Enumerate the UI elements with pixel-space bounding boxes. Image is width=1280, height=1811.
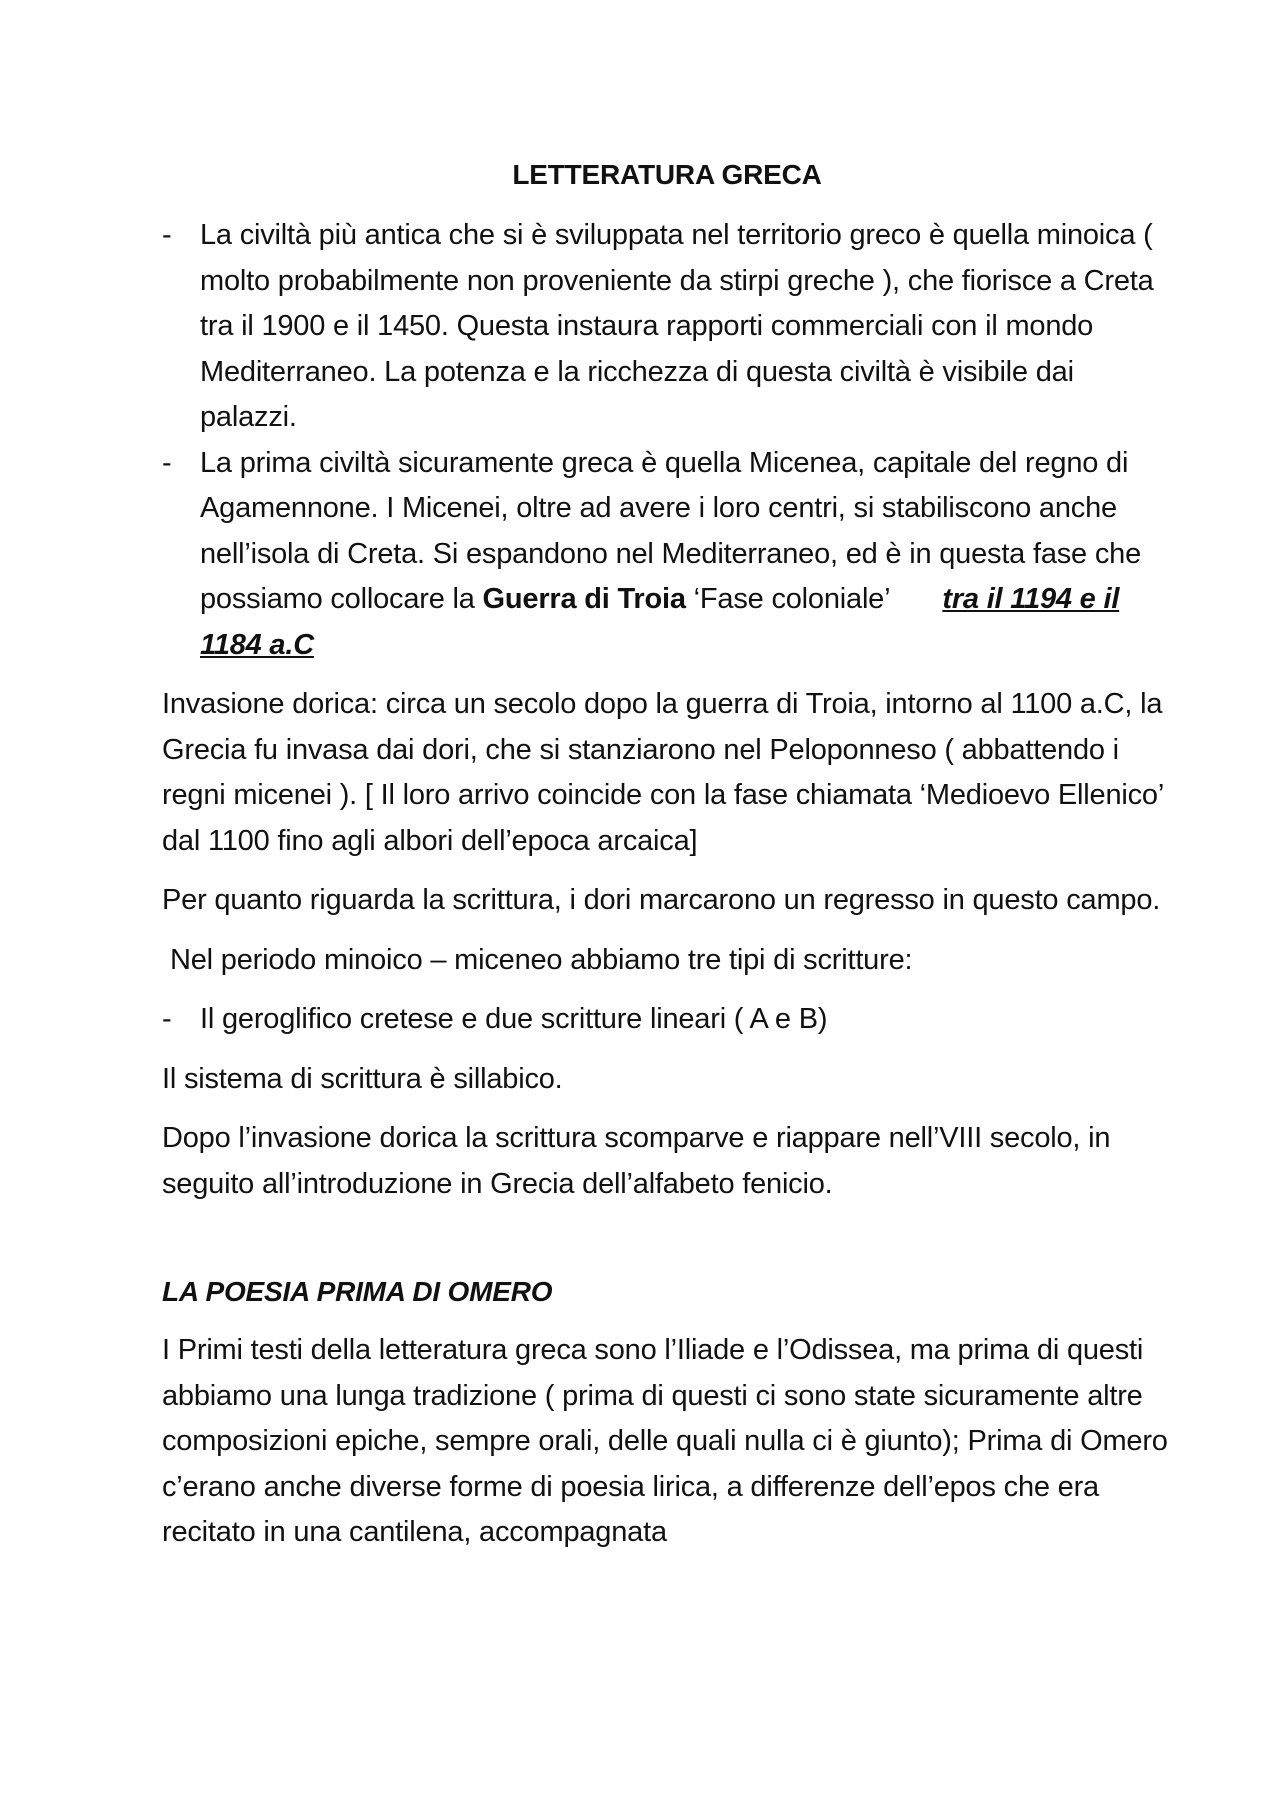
dates-emphasis: tra il 1194 e il 1184 a.C: [200, 583, 1120, 661]
page-title: LETTERATURA GRECA: [512, 159, 822, 190]
bold-guerra-di-troia: Guerra di Troia: [482, 583, 686, 615]
spacer: [162, 983, 1172, 997]
paragraph-scrittura: Per quanto riguarda la scrittura, i dori marcarono un regresso in questo campo.: [162, 884, 1161, 916]
paragraph-dopo-invasione: Dopo l’invasione dorica la scrittura scomparve e riappare nell’VIII secolo, in seguito all’introduzione in Grecia dell’alfabeto fenicio.: [162, 1122, 1111, 1200]
bullet-text-micenea: La prima civiltà sicuramente greca è quella Micenea, capitale del regno di Agamennone. I Micenei, oltre ad avere i loro centri, si stabiliscono anche nell’isola di Creta. Si espandono nel Mediterraneo, ed è in questa fase che possiamo collocare la: [200, 446, 1141, 615]
spacer: [162, 924, 1172, 938]
spacer: [162, 1102, 1172, 1116]
spacer: [162, 1314, 1172, 1328]
list-item: [162, 997, 1172, 1043]
paragraph-primi-testi: I Primi testi della letteratura greca sono l’Iliade e l’Odissea, ma prima di questi abbiamo una lunga tradizione ( prima di questi ci sono state sicuramente altre composizioni epiche, sempre orali, delle quali nulla ci è giunto); Prima di Omero c’erano anche diverse forme di poesia lirica, a differenze dell’epos che era recitato in una cantilena, accompagnata: [162, 1334, 1168, 1548]
paragraph-invasione-dorica: Invasione dorica: circa un secolo dopo la guerra di Troia, intorno al 1100 a.C, la Grecia fu invasa dai dori, che si stanziarono nel Peloponneso ( abbattendo i regni micenei ). [ Il loro arrivo coincide con la fase chiamata ‘Medioevo Ellenico’ dal 1100 fino agli albori dell’epoca arcaica]: [162, 688, 1164, 857]
paragraph-sistema: Il sistema di scrittura è sillabico.: [162, 1062, 563, 1095]
list-item: [162, 441, 1172, 669]
spacer: [162, 1207, 1172, 1269]
bullet-text-minoica: La civiltà più antica che si è sviluppata nel territorio greco è quella minoica ( molto probabilmente non proveniente da stirpi greche ), che fiorisce a Creta tra il 1900 e il 1450. Questa instaura rapporti commerciali con il mondo Mediterraneo. La potenza e la ricchezza di questa civiltà è visibile dai palazzi.: [200, 219, 1154, 433]
bullet-dash: -: [162, 1003, 172, 1035]
paragraph-periodo: Nel periodo minoico – miceneo abbiamo tre tipi di scritture:: [170, 943, 913, 976]
document-body: [162, 155, 1172, 1556]
spacer: [162, 864, 1172, 878]
list-item: [162, 213, 1172, 441]
spacer: [162, 668, 1172, 682]
fase-coloniale-text: ‘Fase coloniale’: [685, 583, 891, 615]
bullet-dash: -: [162, 219, 172, 251]
bullet-dash: -: [162, 446, 172, 479]
spacer: [162, 1043, 1172, 1057]
bullet-text-geroglifico: Il geroglifico cretese e due scritture lineari ( A e B): [200, 1003, 828, 1035]
section-heading: LA POESIA PRIMA DI OMERO: [162, 1276, 553, 1307]
